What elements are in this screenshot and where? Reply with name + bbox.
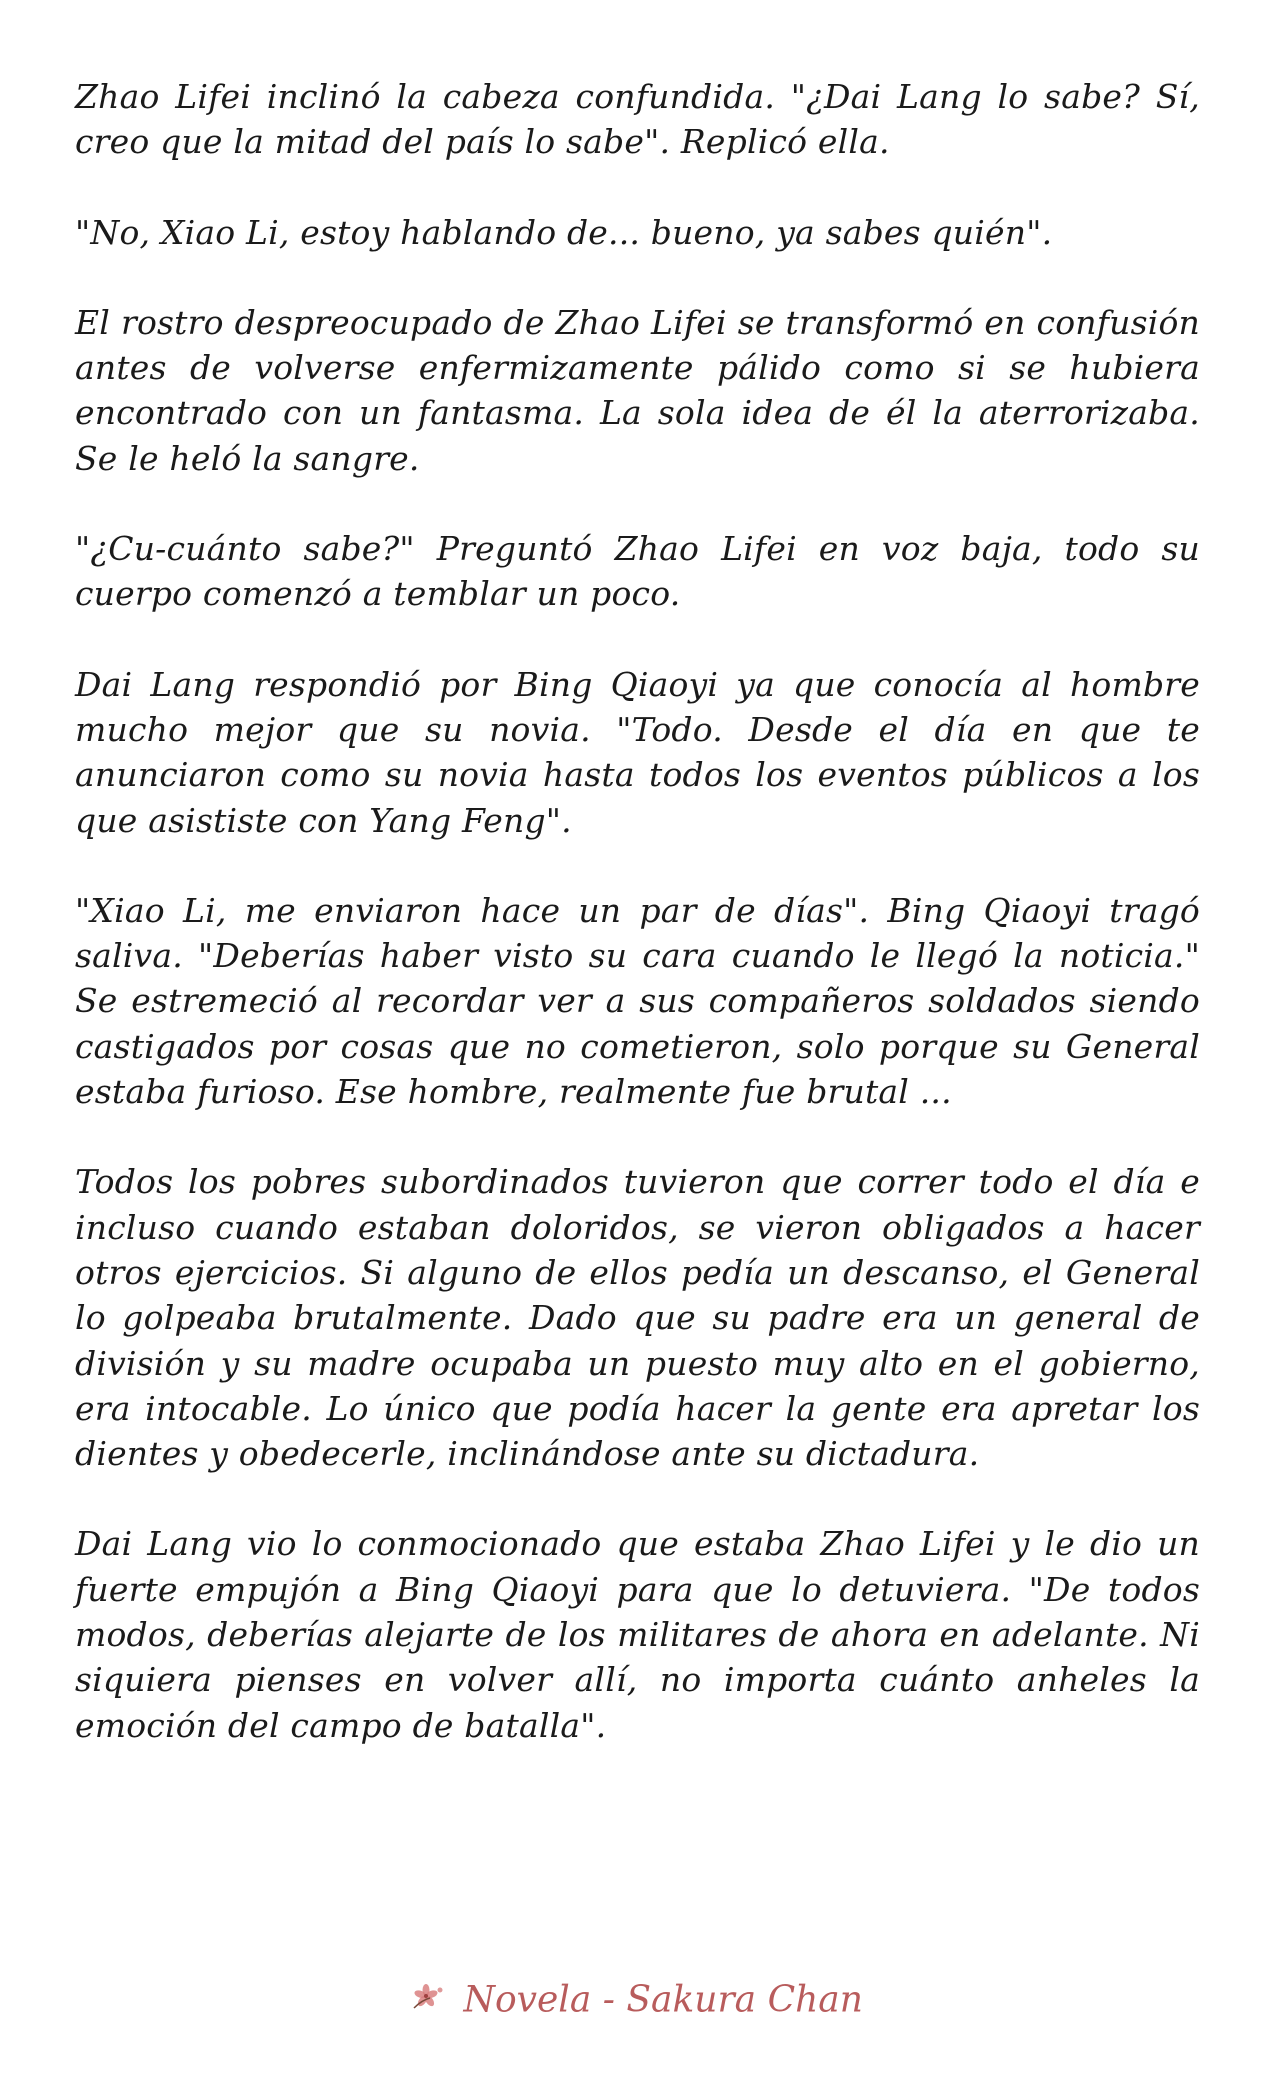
paragraph-3: El rostro despreocupado de Zhao Lifei se transformó en confusión antes de volverse enfermizamente pálido como si se hubiera encontrado con un fantasma. La sola idea de él la aterrorizaba. Se le heló la sangre. [75,302,1200,478]
paragraph-1: Zhao Lifei inclinó la cabeza confundida. "¿Dai Lang lo sabe? Sí, creo que la mitad del país lo sabe". Replicó ella. [75,77,1200,162]
watermark-footer [0,1977,1275,2021]
paragraph-8: Dai Lang vio lo conmocionado que estaba Zhao Lifei y le dio un fuerte empujón a Bing Qiaoyi para que lo detuviera. "De todos modos, deberías alejarte de los militares de ahora en adelante. Ni siquiera pienses en volver allí, no importa cuánto anheles la emoción del campo de batalla". [75,1524,1200,1745]
sakura-flower-icon [412,1980,446,2021]
paragraph-5: Dai Lang respondió por Bing Qiaoyi ya que conocía al hombre mucho mejor que su novia. "Todo. Desde el día en que te anunciaron como su novia hasta todos los eventos públicos a los que asististe con Yang Feng". [75,664,1200,840]
footer-label: Novela - Sakura Chan [463,1979,863,2021]
document-body [75,74,1200,1793]
paragraph-2: "No, Xiao Li, estoy hablando de... bueno, ya sabes quién". [75,212,1053,252]
paragraph-6: "Xiao Li, me enviaron hace un par de días". Bing Qiaoyi tragó saliva. "Deberías haber visto su cara cuando le llegó la noticia." Se estremeció al recordar ver a sus compañeros soldados siendo castigados por cosas que no cometieron, solo porque su General estaba furioso. Ese hombre, realmente fue brutal ... [75,890,1200,1112]
paragraph-7: Todos los pobres subordinados tuvieron que correr todo el día e incluso cuando estaban doloridos, se vieron obligados a hacer otros ejercicios. Si alguno de ellos pedía un descanso, el General lo golpeaba brutalmente. Dado que su padre era un general de división y su madre ocupaba un puesto muy alto en el gobierno, era intocable. Lo único que podía hacer la gente era apretar los dientes y obedecerle, inclinándose ante su dictadura. [75,1162,1200,1474]
paragraph-4: "¿Cu-cuánto sabe?" Preguntó Zhao Lifei en voz baja, todo su cuerpo comenzó a temblar un poco. [75,529,1200,614]
